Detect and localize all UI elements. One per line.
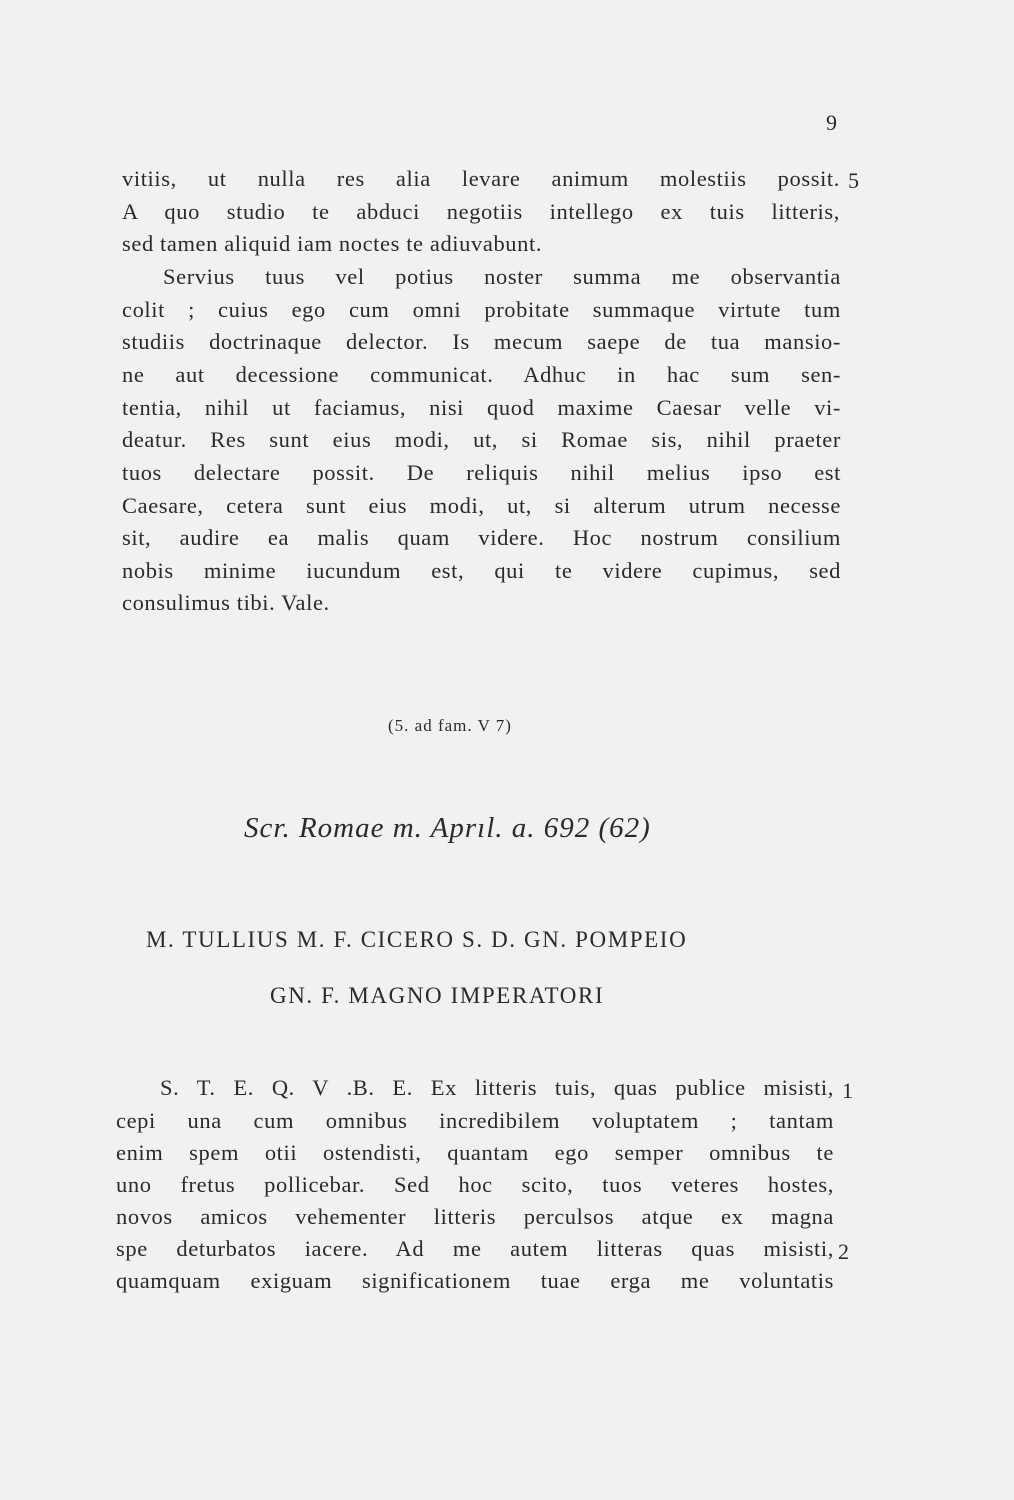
margin-line-number: 5 xyxy=(848,168,859,193)
text-line: quamquam exiguam significationem tuae erga me voluntatis xyxy=(116,1268,834,1293)
margin-section-number: 1 xyxy=(842,1078,853,1103)
margin-section-number: 2 xyxy=(838,1239,849,1264)
text-line: S. T. E. Q. V .B. E. Ex litteris tuis, quas publice misisti, xyxy=(160,1075,834,1100)
text-line: sed tamen aliquid iam noctes te adiuvabunt. xyxy=(122,231,543,256)
text-line: deatur. Res sunt eius modi, ut, si Romae sis, nihil praeter xyxy=(122,427,841,452)
page-number: 9 xyxy=(826,110,837,135)
text-line: nobis minime iucundum est, qui te videre cupimus, sed xyxy=(122,558,841,583)
text-line: A quo studio te abduci negotiis intellego ex tuis litteris, xyxy=(122,199,840,224)
text-line: enim spem otii ostendisti, quantam ego semper omnibus te xyxy=(116,1140,834,1165)
text-line: cepi una cum omnibus incredibilem voluptatem ; tantam xyxy=(116,1108,834,1133)
text-line: ne aut decessione communicat. Adhuc in hac sum sen- xyxy=(122,362,841,387)
dateline: Scr. Romae m. Aprıl. a. 692 (62) xyxy=(244,812,651,844)
text-line: sit, audire ea malis quam videre. Hoc nostrum consilium xyxy=(122,525,841,550)
text-line: spe deturbatos iacere. Ad me autem litteras quas misisti, xyxy=(116,1236,834,1261)
text-line: novos amicos vehementer litteris perculsos atque ex magna xyxy=(116,1204,834,1229)
text-line: Caesare, cetera sunt eius modi, ut, si alterum utrum necesse xyxy=(122,493,841,518)
text-line: tentia, nihil ut faciamus, nisi quod maxime Caesar velle vi- xyxy=(122,395,841,420)
text-line: uno fretus pollicebar. Sed hoc scito, tuos veteres hostes, xyxy=(116,1172,834,1197)
text-line: tuos delectare possit. De reliquis nihil melius ipso est xyxy=(122,460,841,485)
letter-heading-line-2: GN. F. MAGNO IMPERATORI xyxy=(270,983,605,1008)
text-line: studiis doctrinaque delector. Is mecum saepe de tua mansio- xyxy=(122,329,841,354)
citation: (5. ad fam. V 7) xyxy=(388,716,512,735)
text-line: consulimus tibi. Vale. xyxy=(122,590,330,615)
text-line: colit ; cuius ego cum omni probitate summaque virtute tum xyxy=(122,297,841,322)
text-line: Servius tuus vel potius noster summa me observantia xyxy=(163,264,841,289)
text-line: vitiis, ut nulla res alia levare animum molestiis possit. xyxy=(122,166,840,191)
letter-heading-line-1: M. TULLIUS M. F. CICERO S. D. GN. POMPEIO xyxy=(146,927,688,952)
